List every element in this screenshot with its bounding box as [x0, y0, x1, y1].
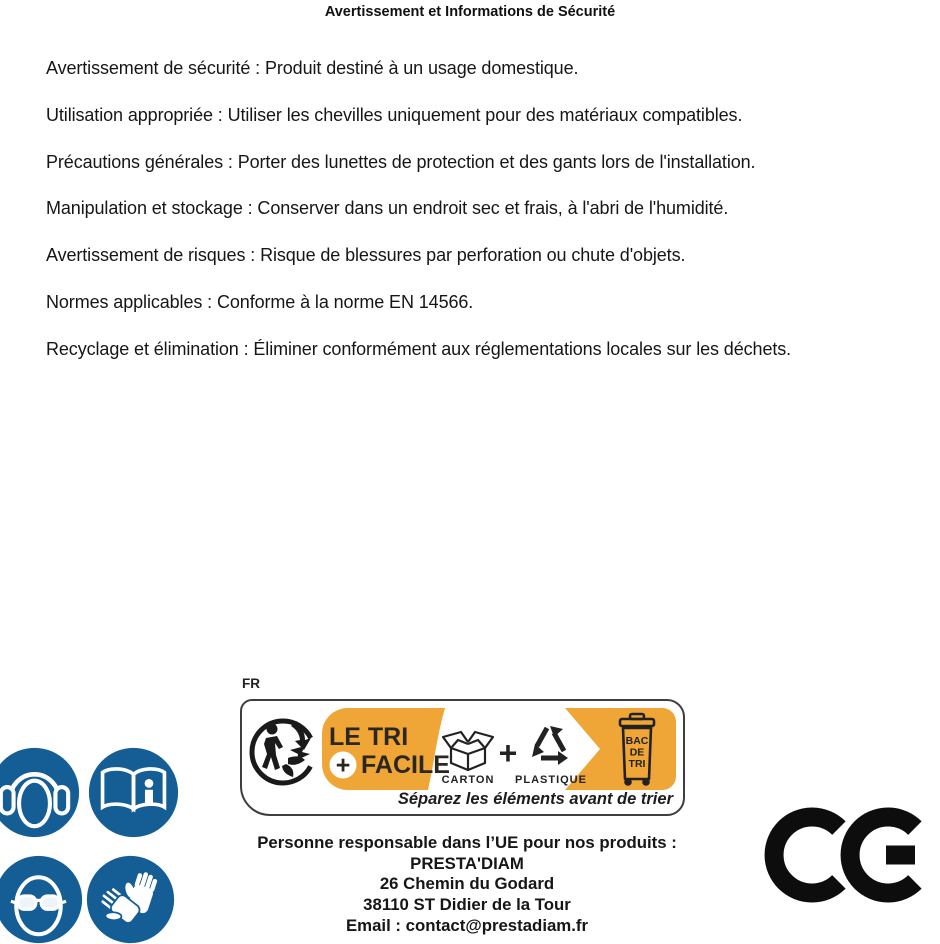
safety-text-block — [46, 45, 926, 373]
sorting-instruction: Séparez les éléments avant de trier — [397, 790, 673, 808]
info-tri-band — [322, 708, 676, 790]
wear-ear-protection-icon — [0, 747, 80, 838]
wear-protective-gloves-icon — [86, 855, 175, 944]
fr-country-label: FR — [242, 676, 260, 691]
safety-line-precautions: Précautions générales : Porter des lunettes de protection et des gants lors de l'installation. — [46, 151, 756, 172]
ce-mark-icon — [755, 800, 925, 912]
contact-email: Email : contact@prestadiam.fr — [345, 915, 589, 935]
plastique-recycle-icon — [532, 726, 568, 765]
plastique-label: PLASTIQUE — [515, 774, 587, 786]
company-name: PRESTA'DIAM — [410, 853, 524, 873]
eu-responsible-block — [200, 833, 734, 937]
address-city: 38110 ST Didier de la Tour — [363, 895, 571, 915]
safety-line-appropriate-use: Utilisation appropriée : Utiliser les chevilles uniquement pour des matériaux compatibles. — [46, 104, 743, 125]
address-street: 26 Chemin du Godard — [379, 874, 555, 894]
page-title: Avertissement et Informations de Sécurité — [324, 4, 616, 20]
read-instruction-manual-icon — [88, 747, 179, 838]
le-tri-text: LE TRI — [329, 723, 409, 751]
safety-line-risks: Avertissement de risques : Risque de blessures par perforation ou chute d'objets. — [46, 245, 686, 266]
carton-label: CARTON — [441, 774, 495, 786]
plus-badge-sign: + — [335, 751, 351, 780]
bin-text-tri: TRI — [628, 758, 646, 770]
responsible-person-line: Personne responsable dans l’UE pour nos produits : — [257, 833, 677, 852]
materials-plus-sign: + — [498, 735, 518, 771]
safety-line-recycling: Recyclage et élimination : Éliminer conformément aux réglementations locales sur les déchets. — [46, 338, 792, 359]
carton-box-icon — [443, 732, 493, 770]
recycling-info-label — [240, 699, 685, 816]
wear-eye-protection-icon — [0, 855, 83, 944]
bin-text-de: DE — [629, 746, 645, 759]
safety-line-usage: Avertissement de sécurité : Produit destiné à un usage domestique. — [46, 58, 579, 78]
facile-text: FACILE — [361, 751, 450, 779]
safety-line-storage: Manipulation et stockage : Conserver dans un endroit sec et frais, à l'abri de l'humidité. — [46, 198, 729, 219]
safety-line-standards: Normes applicables : Conforme à la norme EN 14566. — [46, 291, 474, 312]
bin-text-bac: BAC — [625, 735, 649, 747]
triman-icon — [247, 711, 321, 793]
